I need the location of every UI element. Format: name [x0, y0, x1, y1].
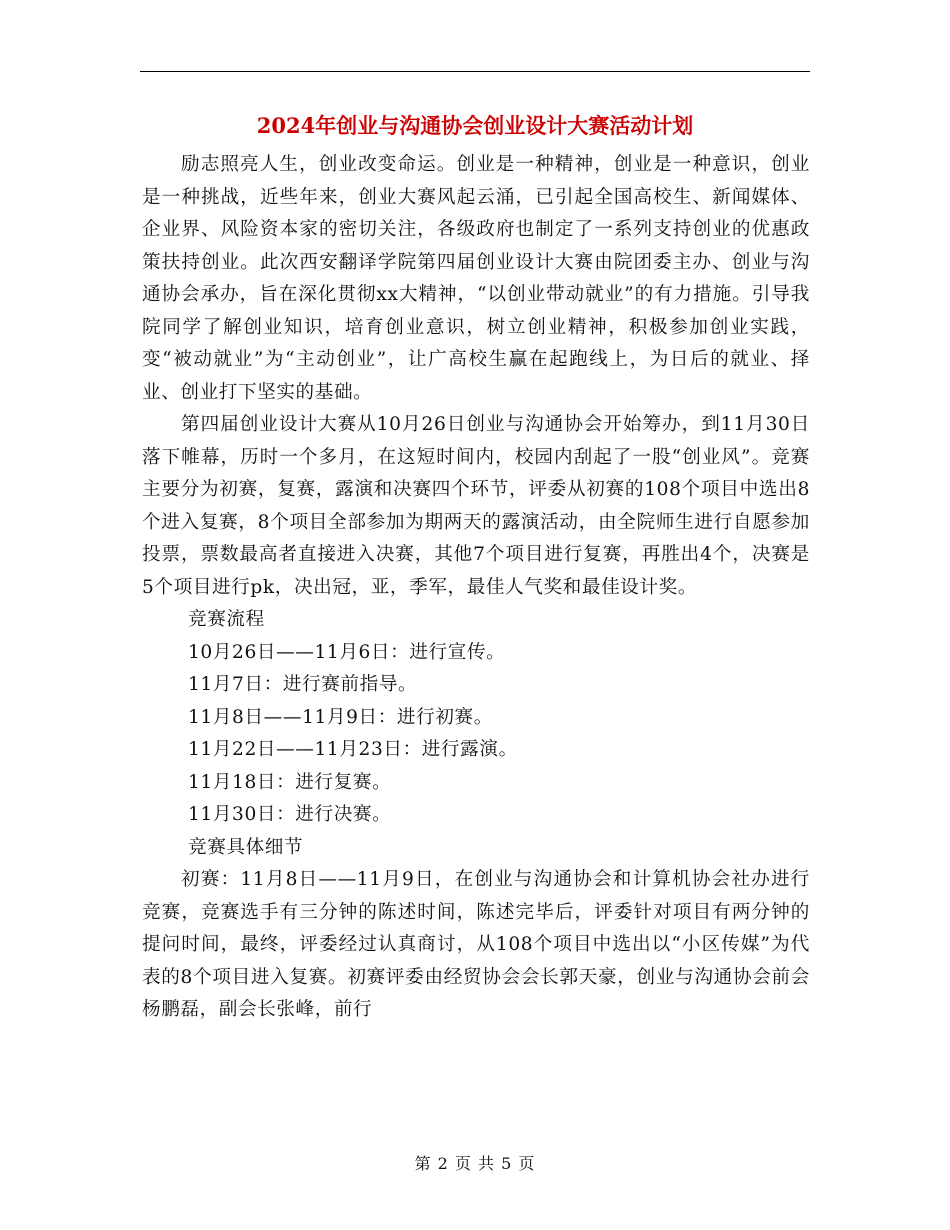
details-paragraph: 初赛：11月8日——11月9日，在创业与沟通协会和计算机协会社办进行竞赛，竞赛选手有三分钟的陈述时间，陈述完毕后，评委针对项目有两分钟的提问时间，最终，评委经过认真商讨，从108个项目中选出以“小区传媒”为代表的8个项目进入复赛。初赛评委由经贸协会会长郭天豪，创业与沟通协会前会杨鹏磊，副会长张峰，前行 [142, 869, 810, 1020]
schedule-item: 11月30日：进行决赛。 [188, 804, 392, 825]
header-rule [140, 71, 810, 72]
schedule-item: 11月22日——11月23日：进行露演。 [188, 739, 518, 760]
overview-paragraph: 第四届创业设计大赛从10月26日创业与沟通协会开始筹办，到11月30日落下帷幕，历时一个多月，在这短时间内，校园内刮起了一股“创业风”。竞赛主要分为初赛，复赛，露演和决赛四个环节，评委从初赛的108个项目中选出8个进入复赛，8个项目全部参加为期两天的露演活动，由全院师生进行自愿参加投票，票数最高者直接进入决赛，其他7个项目进行复赛，再胜出4个，决赛是5个项目进行pk，决出冠，亚，季军，最佳人气奖和最佳设计奖。 [142, 414, 810, 598]
schedule-item: 11月18日：进行复赛。 [188, 771, 392, 793]
schedule-item: 11月7日：进行赛前指导。 [188, 674, 418, 695]
schedule-item: 10月26日——11月6日：进行宣传。 [188, 641, 506, 663]
page-number: 第 2 页 共 5 页 [414, 1154, 536, 1173]
schedule-item: 11月8日——11月9日：进行初赛。 [188, 706, 493, 728]
document-body [142, 149, 810, 1027]
document-title: 2024年创业与沟通协会创业设计大赛活动计划 [256, 113, 694, 138]
schedule-heading: 竞赛流程 [188, 609, 265, 630]
details-heading: 竞赛具体细节 [188, 836, 304, 858]
intro-paragraph: 励志照亮人生，创业改变命运。创业是一种精神，创业是一种意识，创业是一种挑战，近些年来，创业大赛风起云涌，已引起全国高校生、新闻媒体、企业界、风险资本家的密切关注，各级政府也制定了一系列支持创业的优惠政策扶持创业。此次西安翻译学院第四届创业设计大赛由院团委主办、创业与沟通协会承办，旨在深化贯彻xx大精神，“以创业带动就业”的有力措施。引导我院同学了解创业知识，培育创业意识，树立创业精神，积极参加创业实践，变“被动就业”为“主动创业”，让广高校生赢在起跑线上，为日后的就业、择业、创业打下坚实的基础。 [142, 154, 810, 403]
